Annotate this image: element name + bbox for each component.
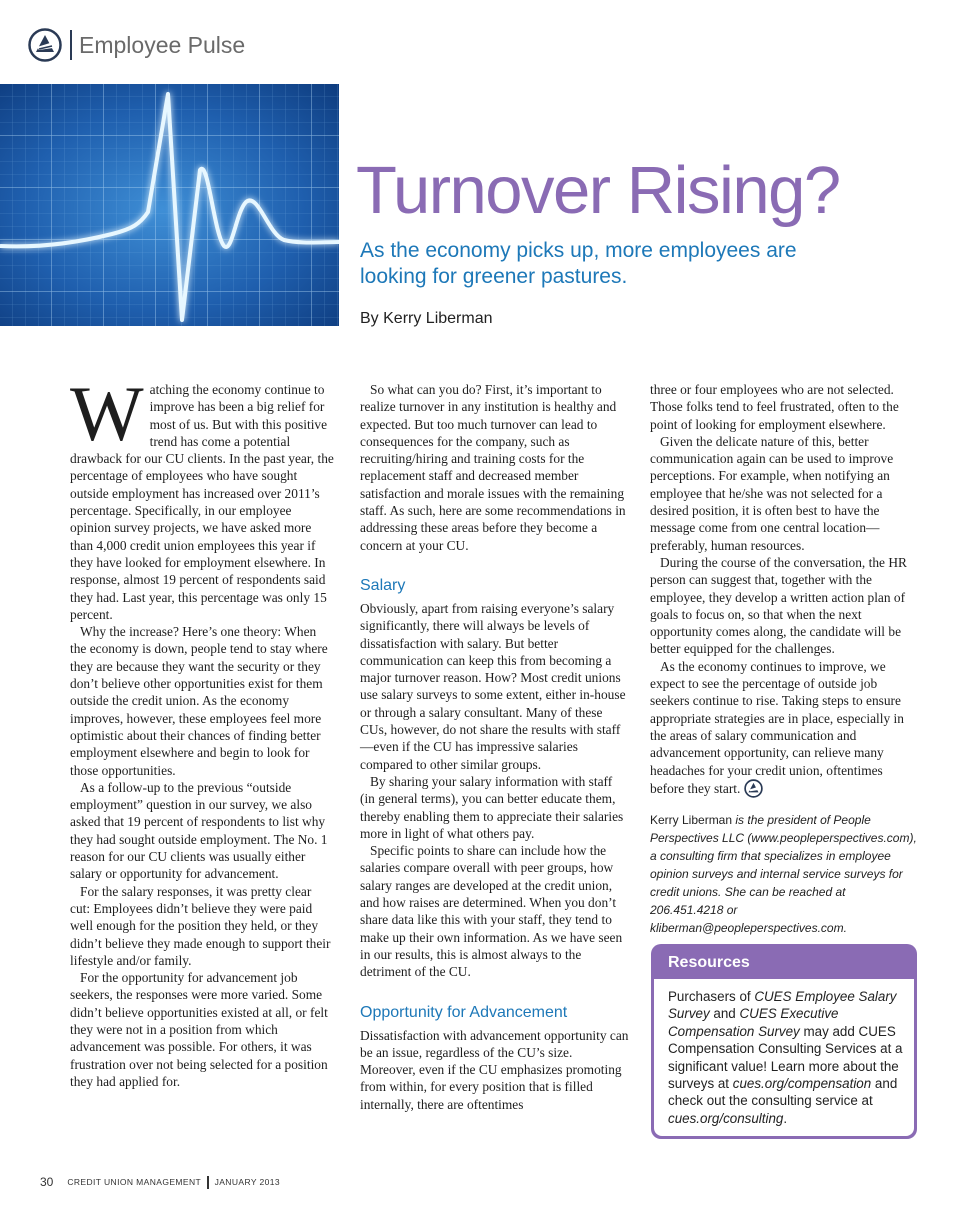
compensation-link[interactable]: cues.org/compensation — [732, 1076, 872, 1092]
end-mark-icon — [744, 779, 763, 798]
paragraph: Specific points to share can include how the salaries compare overall with peer groups, how salary ranges are developed at the credit union, and how raises are determined. When you don’t share data like this with your staff, they tend to make up their own information. As we have seen in our results, this is almost always to the detriment of the CU. — [360, 843, 623, 980]
paragraph: As the economy continues to improve, we expect to see the percentage of outside job seekers continue to rise. Taking steps to ensure appropriate strategies are in place, especially in the areas of salary communication and advancement opportunity, can relieve many headaches for your credit union, oftentimes before they start. — [650, 658, 904, 796]
paragraph: Watching the economy continue to improve has been a big relief for most of us. But with this positive trend has come a potential drawback for our CU clients. In the past year, the percentage of employees who have sought outside employment has increased over 2011’s percentage. Specifically, in our employee opinion survey projects, we have asked more than 4,000 credit union employees this year if they have looked for employment elsewhere. In response, almost 19 percent of respondents said they had. Last year, this percentage was only 15 percent. — [70, 370, 334, 622]
consulting-link[interactable]: cues.org/consulting — [668, 1110, 784, 1126]
resources-body: Purchasers of CUES Employee Salary Survey and CUES Executive Compensation Survey may add CUES Compensation Consulting Services at a significant value! Learn more about the surveys at cues.org/compensation and check out the consulting service at cues.org/consulting. — [654, 979, 914, 1136]
heartbeat-image — [0, 84, 339, 326]
column-2 — [360, 381, 630, 1113]
subhead-advancement: Opportunity for Advancement — [360, 1003, 568, 1021]
cues-logo-icon — [28, 28, 62, 62]
paragraph: As a follow-up to the previous “outside employment” question in our survey, we also asked that 19 percent of respondents to list why they had sought outside employment. The No. 1 reason for our CU clients was usually either salary or opportunity for advancement. — [70, 779, 328, 882]
paragraph: Obviously, apart from raising everyone’s salary significantly, there will always be levels of dissatisfaction with salary. But better communication can keep this from becoming a major turnover reason. How? Most credit unions use salary surveys to some extent, either in-house or through a salary consultant. Many of these CUs, however, do not share the results with staff—even if the CU has impressive salaries compared to other similar groups. — [360, 600, 626, 772]
paragraph: For the opportunity for advancement job seekers, the responses were more varied. Some didn’t believe opportunities existed at all, or felt they were not in a position from which advancement was possible. For others, it was frustration over not being selected for a position they had applied for. — [70, 970, 328, 1089]
author-name: Kerry Liberman — [650, 812, 733, 827]
drop-cap: W — [70, 370, 144, 457]
subhead-salary: Salary — [360, 576, 406, 594]
section-name: Employee Pulse — [79, 31, 246, 58]
article-subtitle: As the economy picks up, more employees are looking for greener pastures. — [360, 239, 797, 288]
author-bio-text: is the president of People Perspectives LLC (www.peopleperspectives.com), a consulting firm that specializes in employee opinion surveys and internal service surveys for credit unions. She can be reached at 206.451.4218 or kliberman@peopleperspectives.com. — [650, 812, 917, 935]
paragraph: By sharing your salary information with staff (in general terms), you can better educate them, thereby enabling them to appreciate their salaries more in light of what others pay. — [360, 773, 624, 841]
author-bio — [650, 811, 918, 937]
column-1 — [70, 370, 334, 1090]
resources-title: Resources — [668, 954, 750, 971]
paragraph: Given the delicate nature of this, better communication again can be used to improve perceptions. For example, when notifying an employee that he/she was not selected for a desired position, it is often best to have the message come from one central location—preferably, human resources. — [650, 433, 894, 553]
paragraph: Dissatisfaction with advancement opportunity can be an issue, regardless of the CU’s size. Moreover, even if the CU emphasizes promoting from within, for every position that is filled internally, there are oftentimes — [360, 1027, 629, 1112]
paragraph: During the course of the conversation, the HR person can suggest that, together with the employee, they develop a written action plan of goals to focus on, so that when the next opportunity comes along, the candidate will be better equipped for the challenges. — [650, 554, 907, 657]
column-3 — [650, 381, 918, 937]
article-title: Turnover Rising? — [356, 153, 840, 228]
footer-divider — [207, 1176, 209, 1189]
paragraph: three or four employees who are not selected. Those folks tend to feel frustrated, often to the point of looking for employment elsewhere. — [650, 382, 899, 432]
header-divider — [70, 30, 72, 60]
section-header — [28, 27, 245, 63]
paragraph: For the salary responses, it was pretty clear cut: Employees didn’t believe they were paid well enough for the position they held, or they didn’t believe they made enough to support their lifestyle and/or family. — [70, 883, 331, 968]
page-number: 30 — [40, 1175, 54, 1189]
paragraph: So what can you do? First, it’s important to realize turnover in any institution is healthy and expected. But too much turnover can lead to consequences for the company, such as recruiting/hiring and training costs for the replacement staff and decreased member satisfaction and morale issues with the remaining staff. As such, here are some recommendations in addressing these areas before they become a concern at your CU. — [360, 382, 626, 553]
paragraph: Why the increase? Here’s one theory: When the economy is down, people tend to stay where they are because they want the security or they don’t believe other opportunities exist for them outside the credit union. As the economy improves, however, these employees feel more optimistic about their chances of finding better employment elsewhere and begin to look for those opportunities. — [70, 624, 328, 778]
byline: By Kerry Liberman — [360, 310, 493, 327]
page-footer — [40, 1175, 280, 1189]
issue-date: JANUARY 2013 — [214, 1177, 281, 1187]
publication-name: CREDIT UNION MANAGEMENT — [67, 1177, 202, 1187]
resources-box — [651, 944, 917, 1139]
